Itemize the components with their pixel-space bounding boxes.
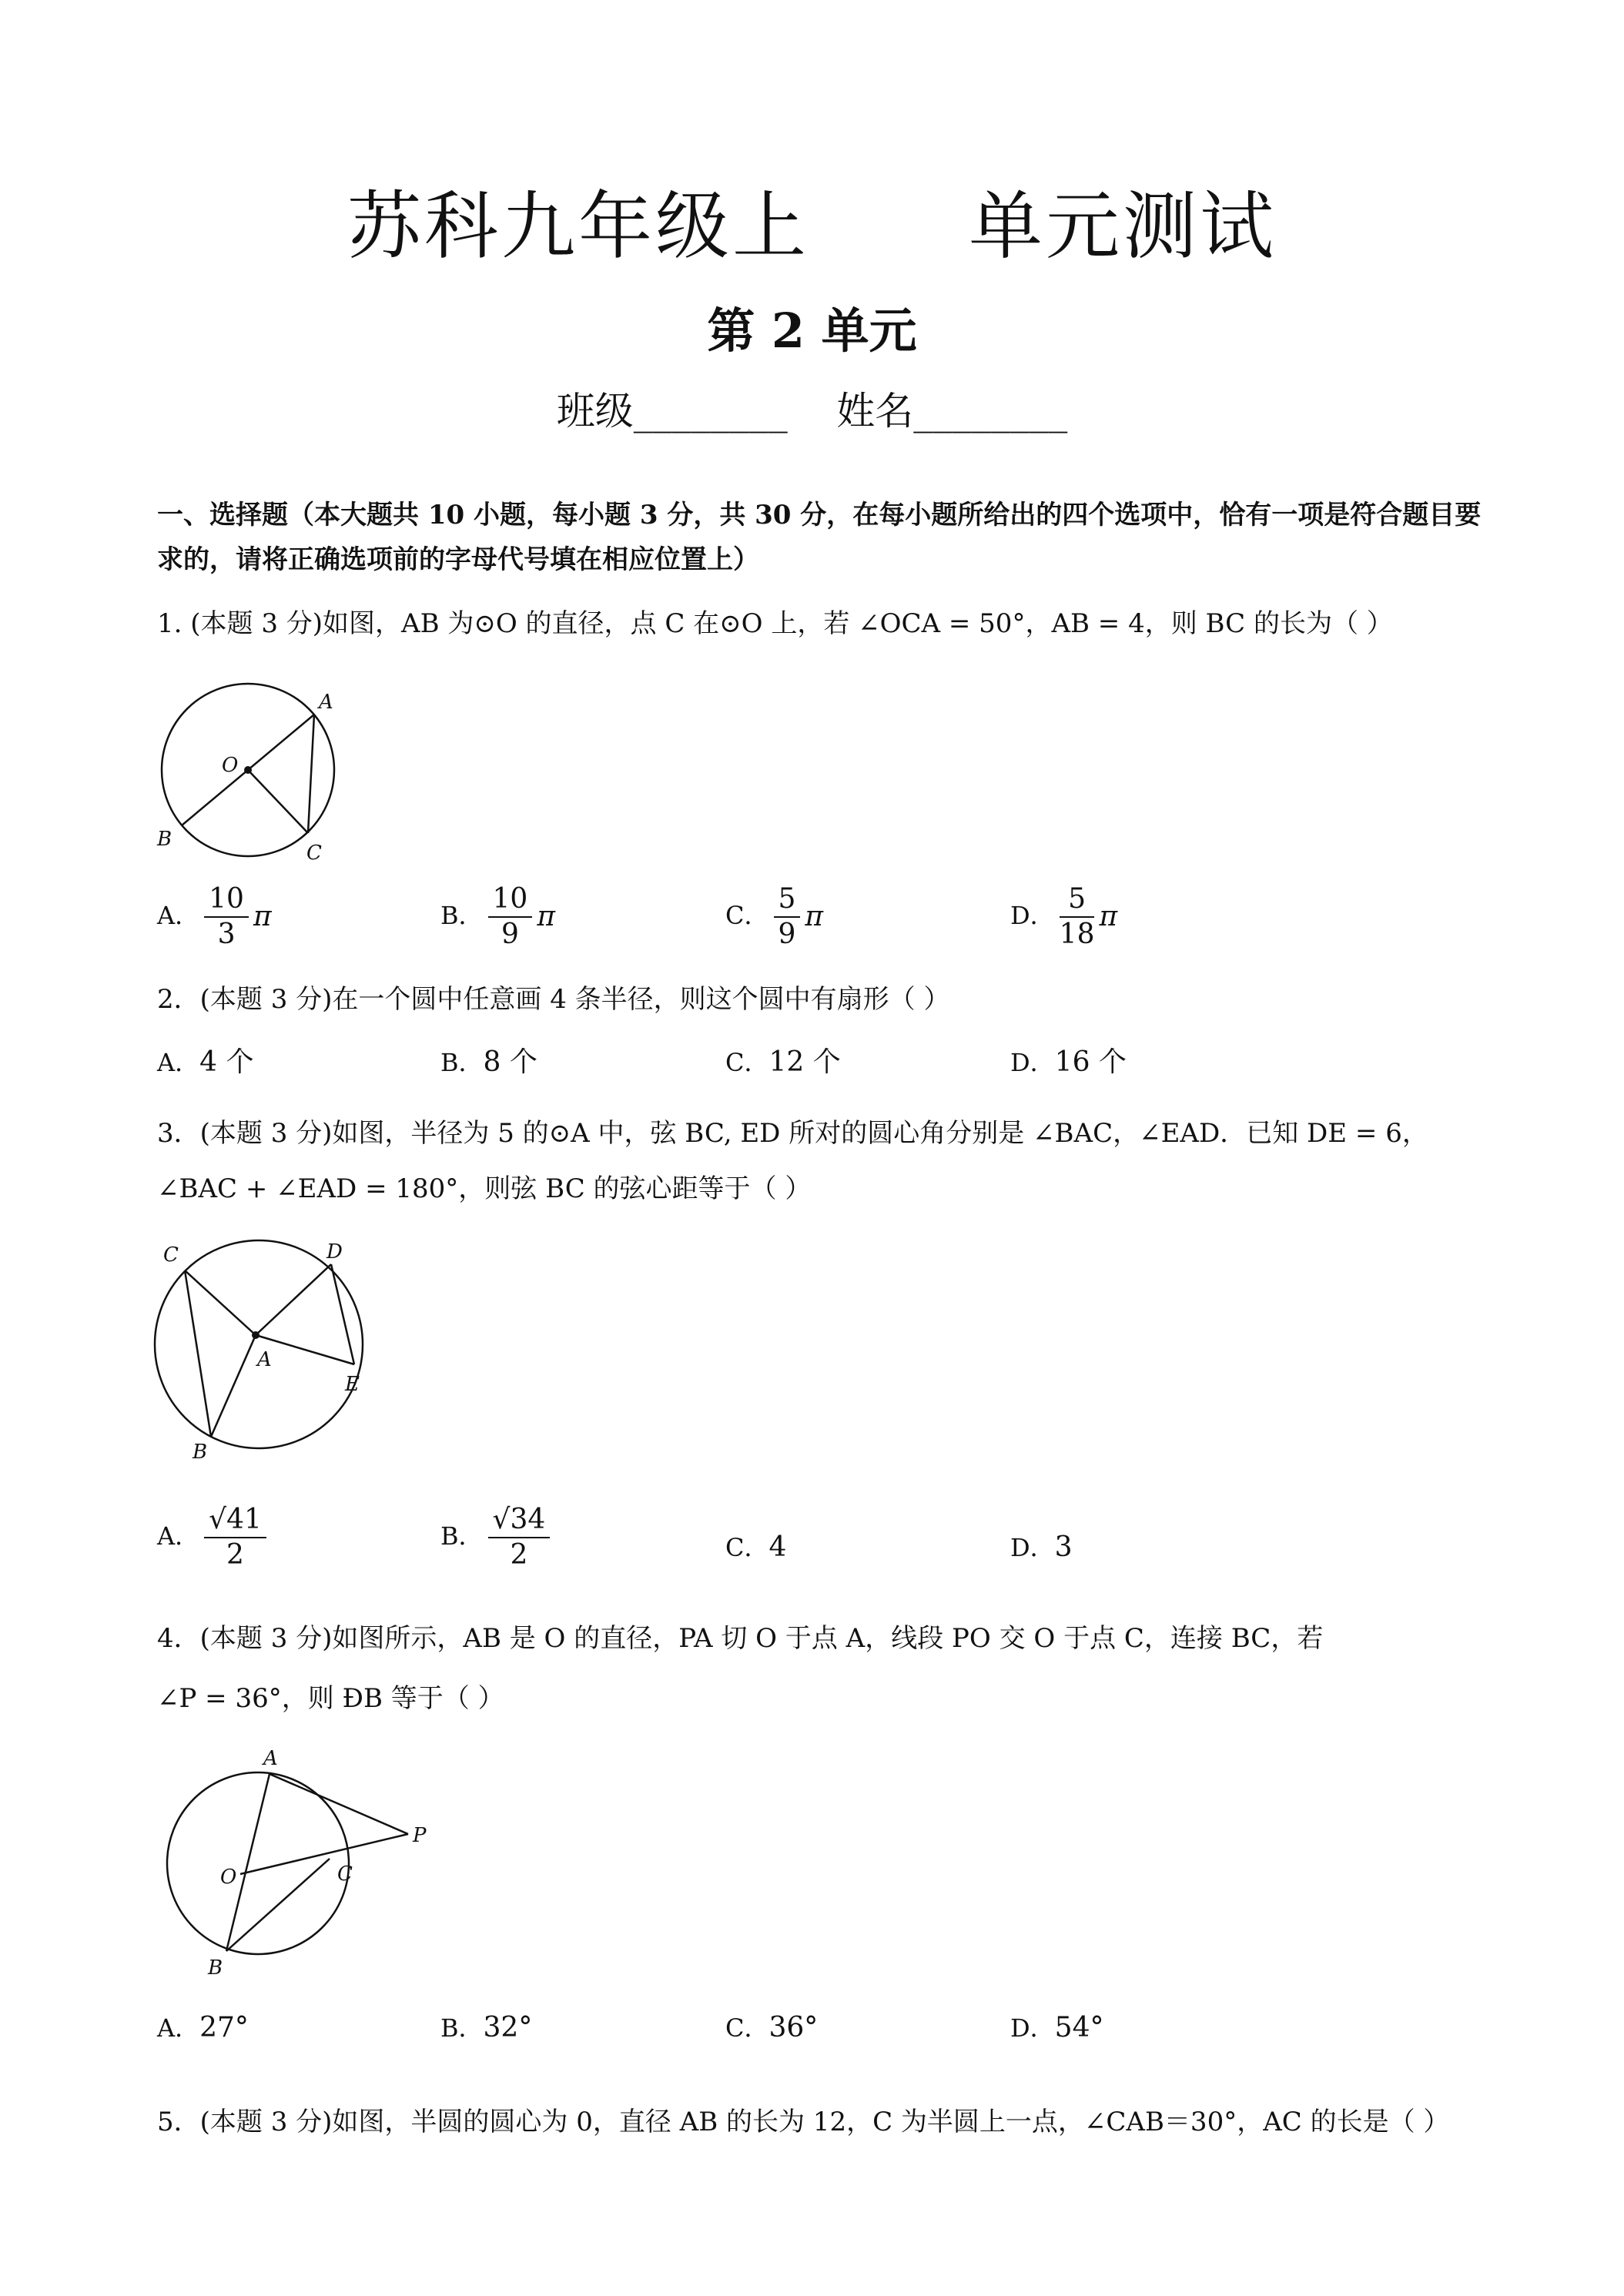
question-1-option-a[interactable]: A． $\frac{10}{3}$ π [157, 883, 272, 950]
question-4-stem-line-1: 4．(本题 3 分)如图所示，AB 是 O 的直径，PA 切 O 于点 A，线段 PO 交 O 于点 C，连接 BC，若 [157, 1623, 1324, 1654]
figure-label: O [222, 754, 239, 777]
question-3-option-d[interactable]: D．3 [1010, 1531, 1073, 1563]
question-2-option-b[interactable]: B．8 个 [440, 1046, 537, 1078]
question-4-stem-line-2: ∠P = 36°，则 ÐB 等于（ ） [157, 1683, 504, 1714]
figure-label: D [326, 1240, 343, 1263]
question-4-option-a[interactable]: A．27° [157, 2012, 249, 2043]
figure-label: A [263, 1747, 278, 1770]
question-3-figure [152, 1229, 383, 1460]
question-2-stem: 2．(本题 3 分)在一个圆中任意画 4 条半径，则这个圆中有扇形（ ） [157, 984, 950, 1015]
question-1-stem: 1. (本题 3 分)如图，AB 为⊙O 的直径，点 C 在⊙O 上，若 ∠OCA = 50°，AB = 4，则 BC 的长为（ ） [157, 608, 1393, 639]
figure-label: A [319, 691, 333, 714]
section-heading: 一、选择题（本大题共 10 小题，每小题 3 分，共 30 分，在每小题所给出的四个选项中，恰有一项是符合题目要求的，请将正确选项前的字母代号填在相应位置上） [157, 500, 1482, 575]
page-title: 苏科九年级上 单元测试 [347, 183, 1277, 269]
figure-label: P [413, 1824, 427, 1847]
figure-label: B [157, 828, 172, 851]
figure-label: B [208, 1956, 223, 1980]
class-name-line: 班级________ 姓名________ [556, 389, 1068, 433]
figure-label: B [193, 1441, 208, 1460]
question-1-option-c[interactable]: C． $\frac{5}{9}$ π [725, 883, 824, 950]
question-1-figure [154, 678, 354, 870]
question-5-stem: 5．(本题 3 分)如图，半圆的圆心为 0，直径 AB 的长为 12，C 为半圆上一点，∠CAB＝30°，AC 的长是（ ） [157, 2107, 1450, 2137]
question-4-figure [154, 1742, 447, 1980]
figure-label: E [345, 1373, 360, 1396]
figure-label: C [163, 1243, 179, 1267]
figure-label: O [220, 1866, 237, 1889]
question-4-option-b[interactable]: B．32° [440, 2012, 533, 2043]
figure-label: C [337, 1863, 353, 1886]
question-4-option-d[interactable]: D．54° [1010, 2012, 1104, 2043]
question-3-option-b[interactable]: B． $\frac{√34}{2}$ [440, 1503, 687, 1572]
question-3-option-a[interactable]: A． $\frac{√41}{2}$ [157, 1503, 403, 1572]
question-2-option-d[interactable]: D．16 个 [1010, 1046, 1127, 1078]
question-2-option-c[interactable]: C．12 个 [725, 1046, 841, 1078]
question-2-option-a[interactable]: A．4 个 [157, 1046, 254, 1078]
question-3-stem-line-2: ∠BAC + ∠EAD = 180°，则弦 BC 的弦心距等于（ ） [157, 1173, 812, 1204]
question-3-stem-line-1: 3．(本题 3 分)如图，半径为 5 的⊙A 中，弦 BC, ED 所对的圆心角分别是 ∠BAC，∠EAD．已知 DE = 6， [157, 1118, 1428, 1149]
figure-label: C [306, 842, 322, 865]
figure-label: A [257, 1348, 272, 1371]
question-4-option-c[interactable]: C．36° [725, 2012, 819, 2043]
question-1-option-d[interactable]: D． $\frac{5}{18}$ π [1010, 883, 1118, 950]
unit-subtitle: 第 2 单元 [707, 303, 917, 359]
question-1-option-b[interactable]: B． $\frac{10}{9}$ π [440, 883, 556, 950]
question-3-option-c[interactable]: C．4 [725, 1531, 787, 1563]
